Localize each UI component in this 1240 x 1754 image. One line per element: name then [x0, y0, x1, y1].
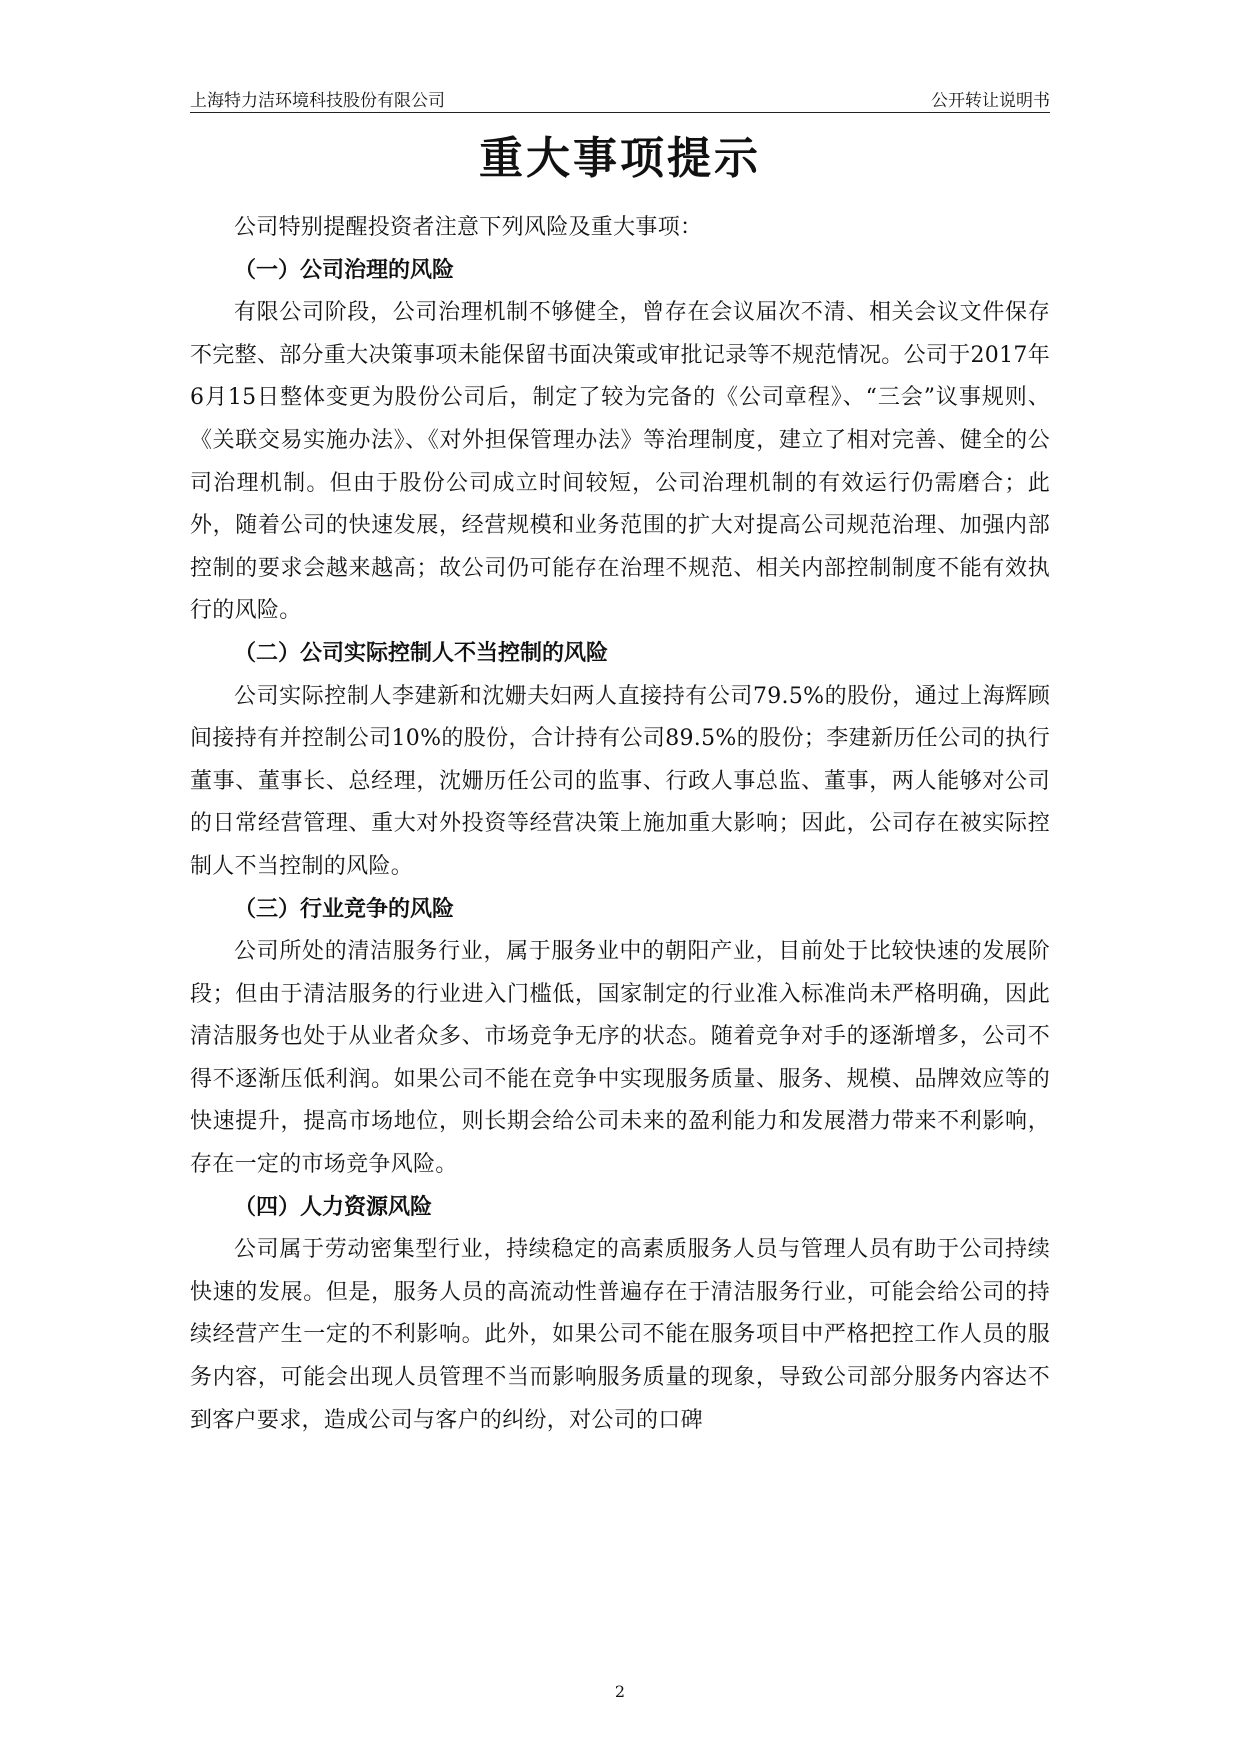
section-heading-human-resources: （四）人力资源风险: [234, 1194, 433, 1220]
section-body-human-resources: 公司属于劳动密集型行业，持续稳定的高素质服务人员与管理人员有助于公司持续快速的发展。但是，服务人员的高流动性普遍存在于清洁服务行业，可能会给公司的持续经营产生一定的不利影响。此外，如果公司不能在服务项目中严格把控工作人员的服务内容，可能会出现人员管理不当而影响服务质量的现象，导致公司部分服务内容达不到客户要求，造成公司与客户的纠纷，对公司的口碑: [190, 1237, 1050, 1433]
header-document-type: 公开转让说明书: [931, 91, 1050, 111]
page-title: 重大事项提示: [479, 133, 761, 184]
section-heading-controller: （二）公司实际控制人不当控制的风险: [234, 640, 609, 666]
section-body-controller: 公司实际控制人李建新和沈姗夫妇两人直接持有公司79.5%的股份，通过上海辉顾间接持有并控制公司10%的股份，合计持有公司89.5%的股份；李建新历任公司的执行董事、董事长、总经理，沈姗历任公司的监事、行政人事总监、董事，两人能够对公司的日常经营管理、重大对外投资等经营决策上施加重大影响；因此，公司存在被实际控制人不当控制的风险。: [190, 683, 1050, 879]
section-body-governance: 有限公司阶段，公司治理机制不够健全，曾存在会议届次不清、相关会议文件保存不完整、部分重大决策事项未能保留书面决策或审批记录等不规范情况。公司于2017年6月15日整体变更为股份公司后，制定了较为完备的《公司章程》、“三会”议事规则、《关联交易实施办法》、《对外担保管理办法》等治理制度，建立了相对完善、健全的公司治理机制。但由于股份公司成立时间较短，公司治理机制的有效运行仍需磨合；此外，随着公司的快速发展，经营规模和业务范围的扩大对提高公司规范治理、加强内部控制的要求会越来越高；故公司仍可能存在治理不规范、相关内部控制制度不能有效执行的风险。: [190, 300, 1050, 624]
section-heading-competition: （三）行业竞争的风险: [234, 896, 455, 922]
page-header: [190, 86, 1050, 113]
page-number: 2: [614, 1682, 626, 1701]
document-body: [190, 207, 1050, 1442]
header-company-name: 上海特力洁环境科技股份有限公司: [190, 91, 445, 111]
section-body-competition: 公司所处的清洁服务行业，属于服务业中的朝阳产业，目前处于比较快速的发展阶段；但由于清洁服务的行业进入门槛低，国家制定的行业准入标准尚未严格明确，因此清洁服务也处于从业者众多、市场竞争无序的状态。随着竞争对手的逐渐增多，公司不得不逐渐压低利润。如果公司不能在竞争中实现服务质量、服务、规模、品牌效应等的快速提升，提高市场地位，则长期会给公司未来的盈利能力和发展潜力带来不利影响，存在一定的市场竞争风险。: [190, 939, 1050, 1178]
intro-paragraph: 公司特别提醒投资者注意下列风险及重大事项：: [234, 215, 703, 240]
section-heading-governance: （一）公司治理的风险: [234, 257, 455, 283]
